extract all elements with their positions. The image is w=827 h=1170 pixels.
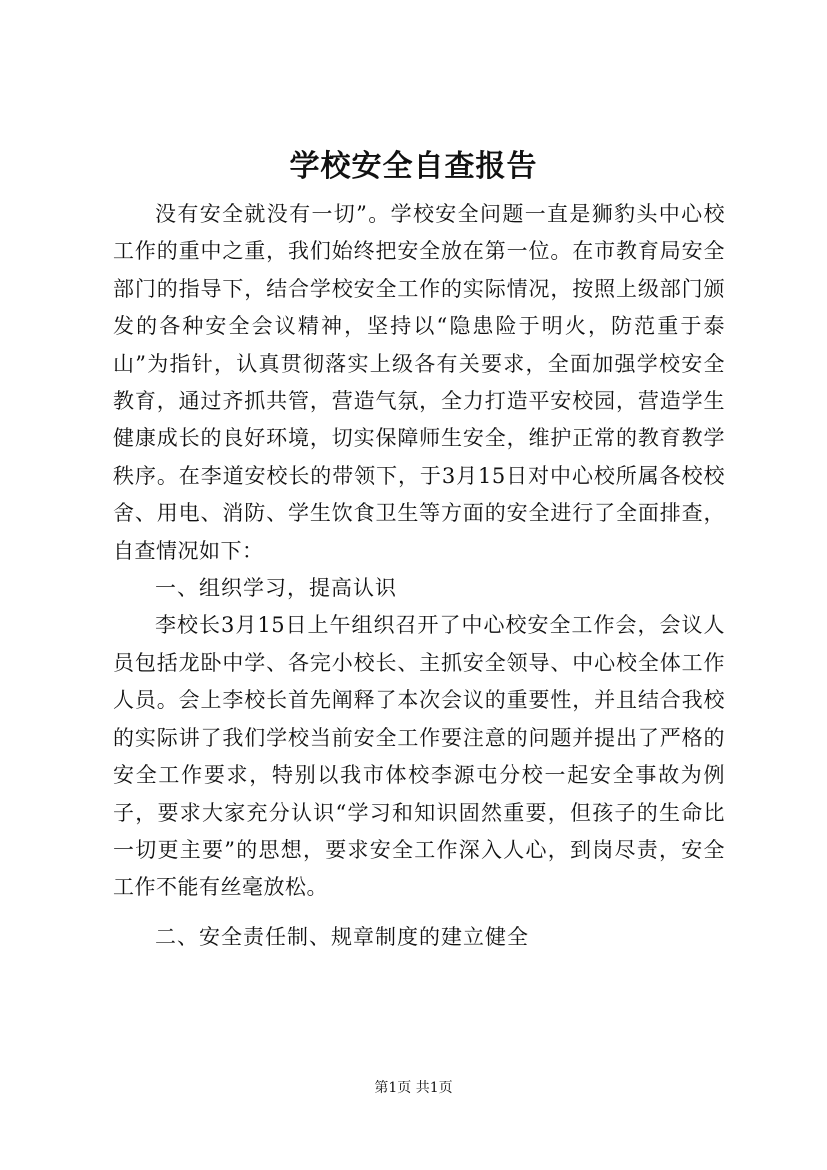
page-footer: 第1页 共1页 [374,1080,453,1096]
section-heading-2: 二、安全责任制、规章制度的建立健全 [155,924,529,949]
intro-paragraph: 没有安全就没有一切”。学校安全问题一直是狮豹头中心校工作的重中之重，我们始终把安全放在第一位。在市教育局安全部门的指导下，结合学校安全工作的实际情况，按照上级部门颁发的各种安全会议精神，坚持以“隐患险于明火，防范重于泰山”为指针，认真贯彻落实上级各有关要求，全面加强学校安全教育，通过齐抓共管，营造气氛，全力打造平安校园，营造学生健康成长的良好环境，切实保障师生安全，维护正常的教育教学秩序。在李道安校长的带领下，于3月15日对中心校所属各校校舍、用电、消防、学生饮食卫生等方面的安全进行了全面排查，自查情况如下： [113,202,725,563]
document-body [113,196,725,956]
section-1-paragraph: 李校长3月15日上午组织召开了中心校安全工作会，会议人员包括龙卧中学、各完小校长、主抓安全领导、中心校全体工作人员。会上李校长首先阐释了本次会议的重要性，并且结合我校的实际讲了我们学校当前安全工作要注意的问题并提出了严格的安全工作要求，特别以我市体校李源屯分校一起安全事故为例子，要求大家充分认识“学习和知识固然重要，但孩子的生命比一切更主要”的思想，要求安全工作深入人心，到岗尽责，安全工作不能有丝毫放松。 [113,613,725,900]
document-title: 学校安全自查报告 [289,149,538,184]
section-heading-1: 一、组织学习，提高认识 [155,576,397,601]
